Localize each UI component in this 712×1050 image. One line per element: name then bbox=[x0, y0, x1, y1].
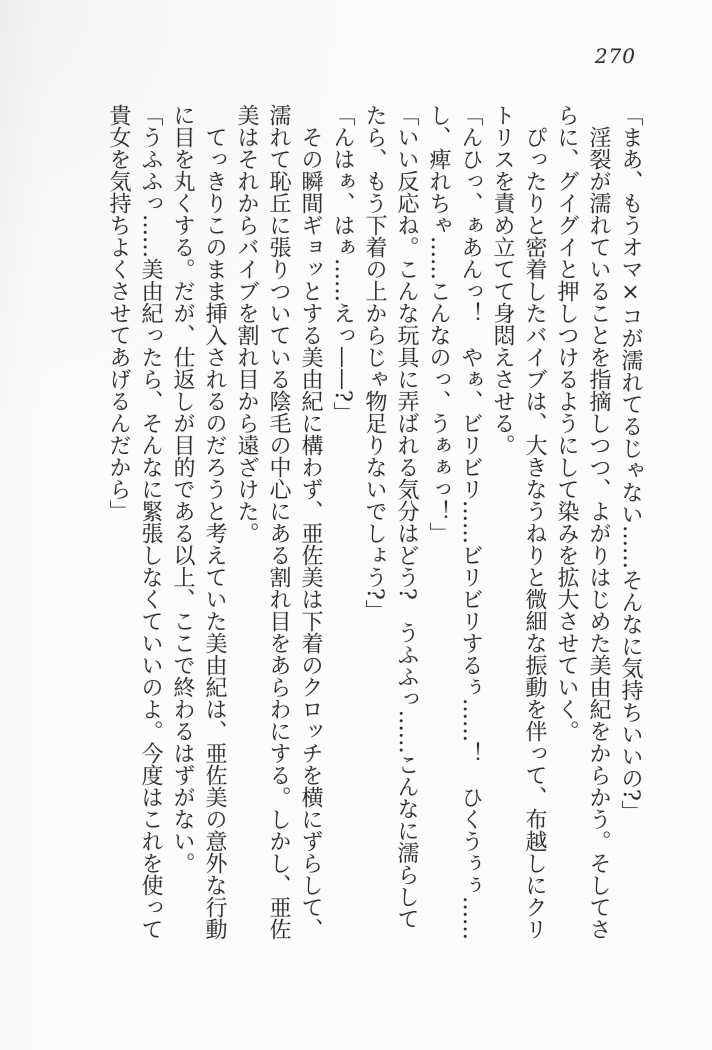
text-column-3: らに、グイグイと押しつけるようにして染みを拡大させていく。 bbox=[554, 104, 579, 742]
text-column-10: 「んはぁ、はぁ……えっ——?」 bbox=[330, 104, 355, 424]
text-column-15: に目を丸くする。だが、仕返しが目的である以上、ここで終わるはずがない。 bbox=[170, 104, 195, 874]
text-column-6: 「んひっ、ぁあんっ！ やぁ、ビリビリ……ビリビリするぅ……！ ひくうぅぅ…… bbox=[458, 104, 483, 940]
text-column-8: 「いい反応ね。こんな玩具に弄ばれる気分はどう? うふふっ……こんなに濡らして bbox=[394, 104, 419, 930]
text-column-16: 「うふふっ……美由紀ったら、そんなに緊張しなくていいのよ。今度はこれを使って bbox=[138, 104, 163, 940]
text-column-14: てっきりこのまま挿入されるのだろうと考えていた美由紀は、亜佐美の意外な行動 bbox=[202, 104, 227, 940]
text-column-1: 「まあ、もうオマ×コが濡れてるじゃない……そんなに気持ちいいの?」 bbox=[618, 104, 643, 823]
text-column-5: トリスを責め立てて身悶えさせる。 bbox=[490, 104, 515, 456]
text-column-12: 濡れて恥丘に張りついている陰毛の中心にある割れ目をあらわにする。しかし、亜佐 bbox=[266, 104, 291, 940]
text-column-11: その瞬間ギョッとする美由紀に構わず、亜佐美は下着のクロッチを横にずらして、 bbox=[298, 104, 323, 940]
text-column-7: し、痺れちゃ……こんなのっ、うぁぁっ！」 bbox=[426, 104, 451, 544]
text-column-4: ぴったりと密着したバイブは、大きなうねりと微細な振動を伴って、布越しにクリ bbox=[522, 104, 547, 940]
text-column-13: 美はそれからバイブを割れ目から遠ざけた。 bbox=[234, 104, 259, 544]
text-column-9: たら、もう下着の上からじゃ物足りないでしょう?」 bbox=[362, 104, 387, 622]
text-column-17: 貴女を気持ちよくさせてあげるんだから」 bbox=[106, 104, 131, 522]
text-column-2: 淫裂が濡れていることを指摘しつつ、よがりはじめた美由紀をからかう。そしてさ bbox=[586, 104, 611, 940]
text-block bbox=[102, 104, 646, 946]
page-number: 270 bbox=[594, 44, 636, 68]
